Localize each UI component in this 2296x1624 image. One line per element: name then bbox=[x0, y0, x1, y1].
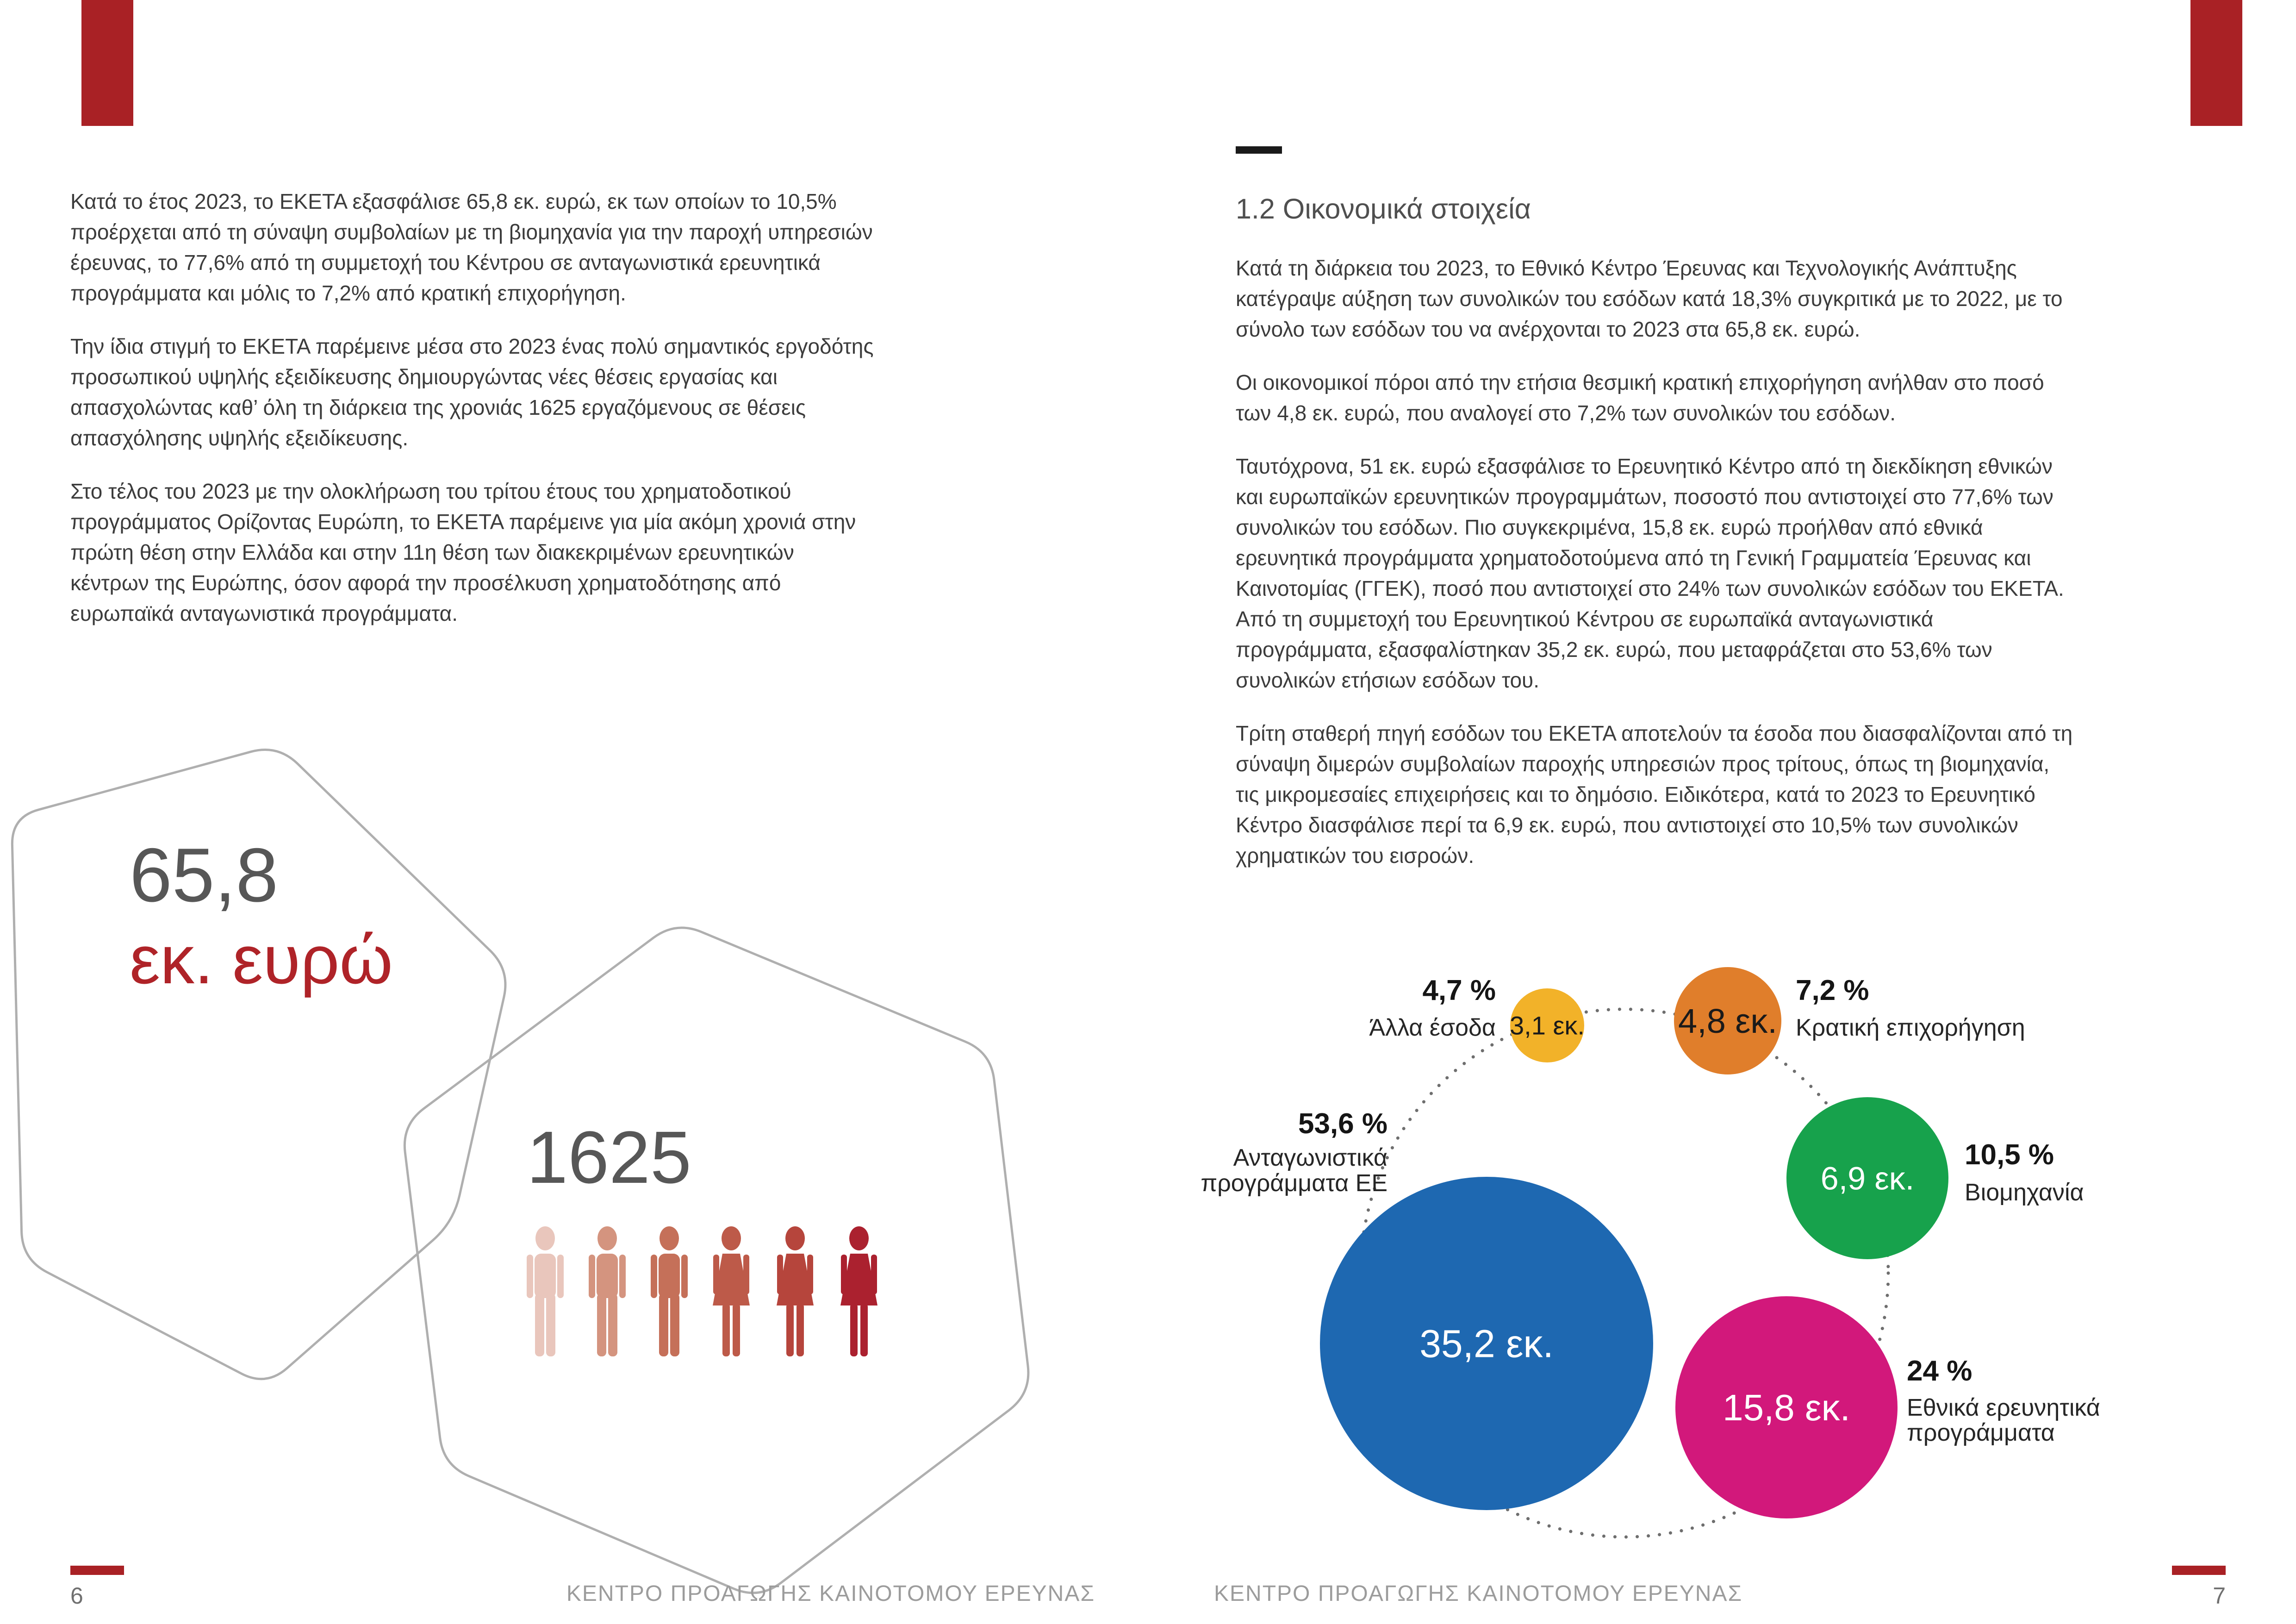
bubble-value-label: 3,1 εκ. bbox=[1510, 1011, 1585, 1040]
left-page-number: 6 bbox=[70, 1583, 83, 1609]
bubble-category-label: Άλλα έσοδα bbox=[1369, 1014, 1496, 1041]
employees-count: 1625 bbox=[527, 1116, 691, 1199]
total-funding-value: 65,8 bbox=[130, 832, 279, 918]
bubble-category-label: προγράμματα ΕΕ bbox=[1201, 1170, 1388, 1197]
right-footer-title: ΚΕΝΤΡΟ ΠΡΟΑΓΩΓΗΣ ΚΑΙΝΟΤΟΜΟΥ ΕΡΕΥΝΑΣ bbox=[1214, 1581, 1743, 1606]
right-footer-accent-bar bbox=[2172, 1566, 2226, 1575]
bubble-category-label: Βιομηχανία bbox=[1965, 1179, 2084, 1206]
left-footer-title: ΚΕΝΤΡΟ ΠΡΟΑΓΩΓΗΣ ΚΑΙΝΟΤΟΜΟΥ ΕΡΕΥΝΑΣ bbox=[566, 1581, 1095, 1606]
bubble-percent-label: 24 % bbox=[1907, 1355, 1972, 1387]
bubble-value-label: 15,8 εκ. bbox=[1723, 1387, 1850, 1428]
left-footer-accent-bar bbox=[70, 1566, 124, 1575]
person-male-icon bbox=[651, 1226, 688, 1356]
section-dash bbox=[1236, 146, 1282, 154]
person-male-icon bbox=[589, 1226, 626, 1356]
bubble-category-label: Ανταγωνιστικά bbox=[1233, 1144, 1388, 1171]
employees-pictogram bbox=[527, 1226, 877, 1356]
bubble-value-label: 6,9 εκ. bbox=[1820, 1160, 1915, 1197]
left-page-text-column bbox=[70, 186, 876, 651]
right-page-number: 7 bbox=[2213, 1583, 2226, 1609]
person-male-icon bbox=[527, 1226, 564, 1356]
person-female-icon bbox=[777, 1226, 814, 1356]
bubble-category-label: Εθνικά ερευνητικά bbox=[1907, 1394, 2100, 1421]
bubble-category-label: Κρατική επιχορήγηση bbox=[1796, 1014, 2025, 1041]
right-page-text-column bbox=[1236, 194, 2073, 893]
paragraph: Οι οικονομικοί πόροι από την ετήσια θεσμική κρατική επιχορήγηση ανήλθαν στο ποσό των 4,8 εκ. ευρώ, που αναλογεί στο 7,2% των συνολικών του εσόδων. bbox=[1236, 370, 2044, 425]
bubble-percent-label: 7,2 % bbox=[1796, 974, 1869, 1006]
paragraph: Τρίτη σταθερή πηγή εσόδων του ΕΚΕΤΑ αποτελούν τα έσοδα που διασφαλίζονται από τη σύναψη διμερών συμβολαίων παροχής υπηρεσιών προς τρίτους, όπως τη βιομηχανία, τις μικρομεσαίες επιχειρήσεις και το δημόσιο. Ειδικότερα, κατά το 2023 το Ερευνητικό Κέντρο διασφάλισε περί τα 6,9 εκ. ευρώ, που αντιστοιχεί στο 10,5% των συνολικών χρηματικών του εισροών. bbox=[1236, 721, 2073, 868]
total-funding-unit: εκ. ευρώ bbox=[130, 922, 393, 998]
paragraph: Την ίδια στιγμή το ΕΚΕΤΑ παρέμεινε μέσα στο 2023 ένας πολύ σημαντικός εργοδότης προσωπικού υψηλής εξειδίκευσης δημιουργώντας νέες θέσεις εργασίας και απασχολώντας καθ’ όλη τη διάρκεια της χρονιάς 1625 εργαζόμενους σε θέσεις απασχόλησης υψηλής εξειδίκευσης. bbox=[70, 334, 874, 450]
paragraph: Ταυτόχρονα, 51 εκ. ευρώ εξασφάλισε το Ερευνητικό Κέντρο από τη διεκδίκηση εθνικών και ευρωπαϊκών ερευνητικών προγραμμάτων, ποσοστό που αντιστοιχεί στο 77,6% των συνολικών του εσόδων. Πιο συγκεκριμένα, 15,8 εκ. ευρώ προήλθαν από εθνικά ερευνητικά προγράμματα χρηματοδοτούμενα από τη Γενική Γραμματεία Έρευνας και Καινοτομίας (ΓΓΕΚ), ποσό που αντιστοιχεί στο 24% των συνολικών εσόδων του ΕΚΕΤΑ. Από τη συμμετοχή του Ερευνητικού Κέντρου σε ευρωπαϊκά ανταγωνιστικά προγράμματα, εξασφαλίστηκαν 35,2 εκ. ευρώ, που μεταφράζεται στο 53,6% των συνολικών ετήσιων εσόδων του. bbox=[1236, 454, 2064, 692]
section-heading: 1.2 Οικονομικά στοιχεία bbox=[1236, 193, 1531, 225]
paragraph: Στο τέλος του 2023 με την ολοκλήρωση του τρίτου έτους του χρηματοδοτικού προγράμματος Ορίζοντας Ευρώπη, το ΕΚΕΤΑ παρέμεινε για μία ακόμη χρονιά στην πρώτη θέση στην Ελλάδα και στην 11η θέση των διακεκριμένων ερευνητικών κέντρων της Ευρώπης, όσον αφορά την προσέλκυση χρηματοδότησης από ευρωπαϊκά ανταγωνιστικά προγράμματα. bbox=[70, 479, 856, 625]
person-female-icon bbox=[840, 1226, 877, 1356]
paragraph: Κατά τη διάρκεια του 2023, το Εθνικό Κέντρο Έρευνας και Τεχνολογικής Ανάπτυξης κατέγραψε αύξηση των συνολικών του εσόδων κατά 18,3% συγκριτικά με το 2022, με το σύνολο των εσόδων του να ανέρχονται το 2023 στα 65,8 εκ. ευρώ. bbox=[1236, 256, 2063, 341]
bubble-percent-label: 4,7 % bbox=[1422, 974, 1496, 1006]
paragraph: Κατά το έτος 2023, το ΕΚΕΤΑ εξασφάλισε 65,8 εκ. ευρώ, εκ των οποίων το 10,5% προέρχεται από τη σύναψη συμβολαίων με τη βιομηχανία για την παροχή υπηρεσιών έρευνας, το 77,6% από τη συμμετοχή του Κέντρου σε ανταγωνιστικά ερευνητικά προγράμματα και μόλις το 7,2% από κρατική επιχορήγηση. bbox=[70, 189, 873, 305]
person-female-icon bbox=[713, 1226, 750, 1356]
funding-bubble-chart bbox=[1201, 967, 2100, 1537]
bubble-percent-label: 53,6 % bbox=[1298, 1108, 1388, 1140]
bubble-value-label: 4,8 εκ. bbox=[1678, 1001, 1777, 1040]
bubble-category-label: προγράμματα bbox=[1907, 1419, 2055, 1446]
bubble-percent-label: 10,5 % bbox=[1965, 1139, 2054, 1171]
bubble-value-label: 35,2 εκ. bbox=[1419, 1322, 1554, 1366]
